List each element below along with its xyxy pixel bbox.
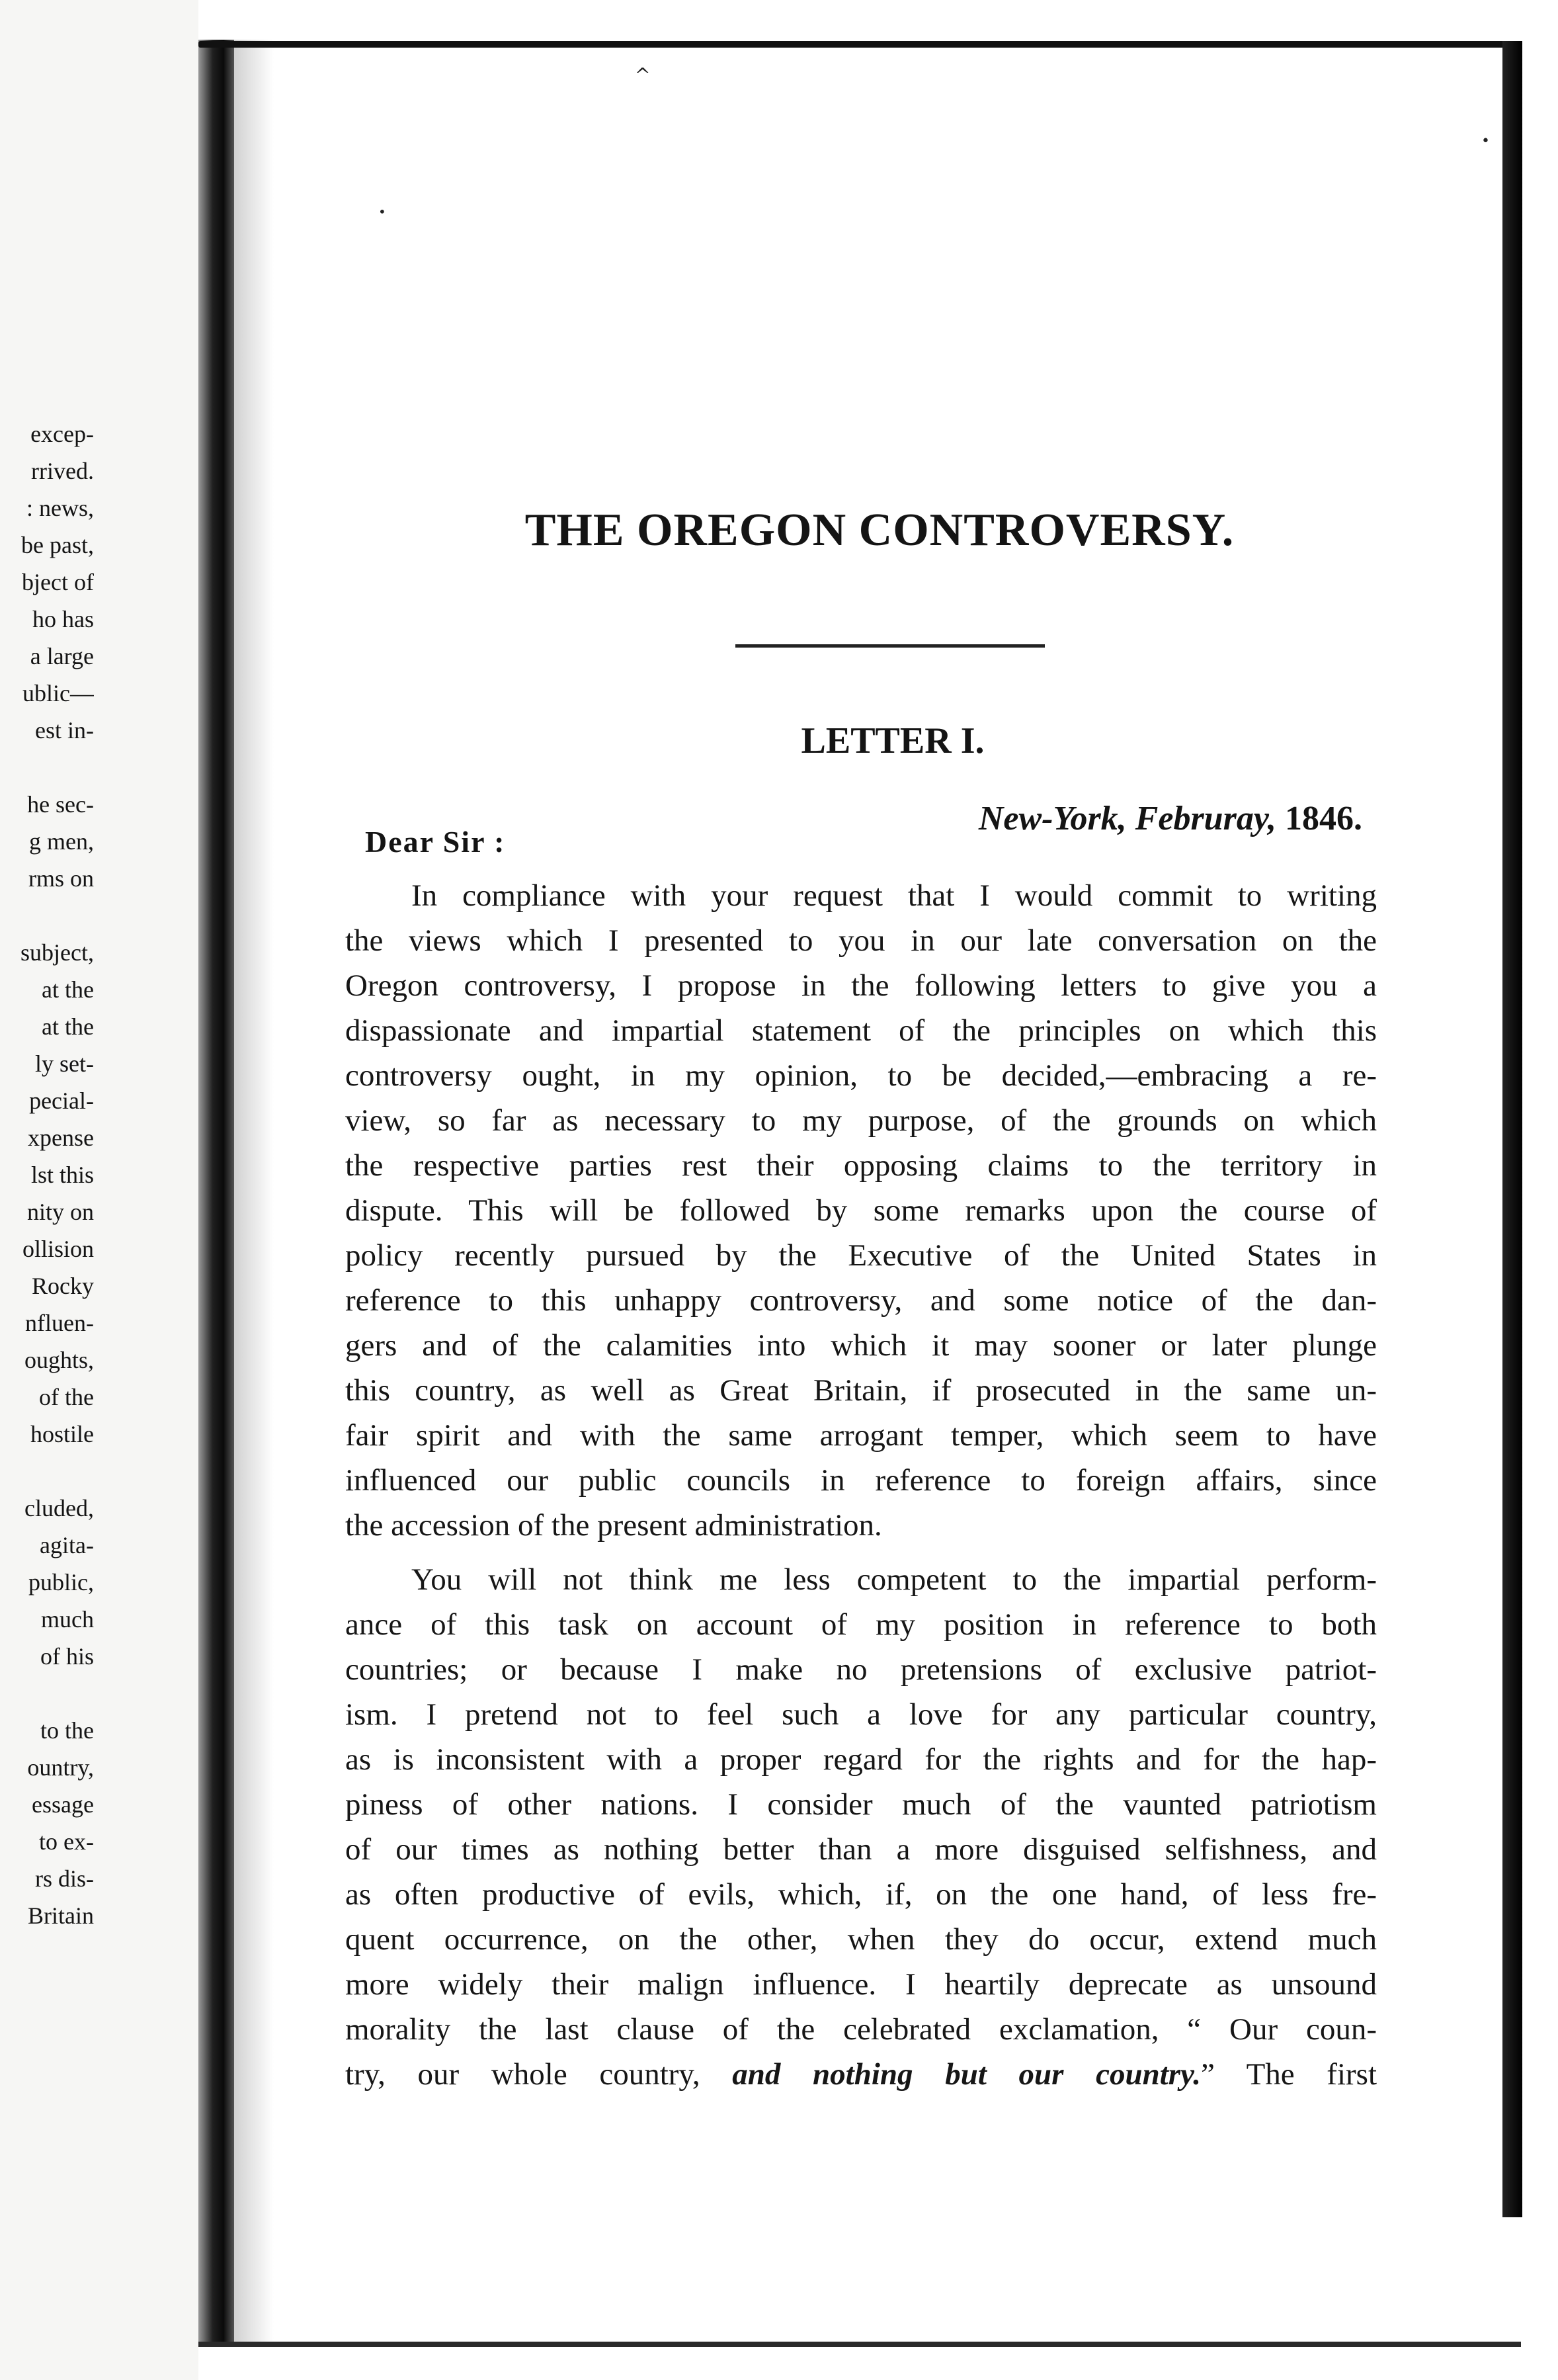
body-line: influenced our public councils in reference to foreign affairs, since: [345, 1463, 1377, 1498]
facing-page-fragment: Britain: [28, 1902, 94, 1929]
body-line: ance of this task on account of my position in reference to both: [345, 1607, 1377, 1642]
facing-page-fragment: of the: [39, 1384, 94, 1410]
facing-page-fragment: rrived.: [31, 458, 94, 484]
facing-page-fragment: essage: [32, 1791, 94, 1818]
facing-page-fragment: ho has: [32, 606, 94, 632]
facing-page-fragment: ountry,: [27, 1754, 94, 1781]
facing-page-fragment: a large: [30, 643, 94, 669]
final-line-start: try, our whole country,: [345, 2057, 700, 2092]
facing-page-fragment: public,: [28, 1569, 94, 1595]
scan-margin: [1522, 0, 1558, 2380]
facing-page-fragment: ly set-: [35, 1050, 94, 1077]
facing-page-fragment: xpense: [28, 1125, 94, 1151]
facing-page-fragment: rs dis-: [35, 1865, 94, 1892]
facing-page-fragment: est in-: [35, 717, 94, 744]
body-line: controversy ought, in my opinion, to be decided,—embracing a re-: [345, 1058, 1377, 1093]
body-line: the accession of the present administration.: [345, 1508, 882, 1543]
document-title: THE OREGON CONTROVERSY.: [524, 505, 1235, 556]
body-line: more widely their malign influence. I heartily deprecate as unsound: [345, 1967, 1377, 2002]
facing-page-gap: [0, 1675, 94, 1712]
facing-page-fragment: at the: [42, 976, 94, 1003]
facing-page-fragment: : news,: [26, 495, 94, 521]
title-underline: [735, 644, 1045, 648]
facing-page-gap: [0, 897, 94, 934]
book-gutter: [198, 40, 234, 2342]
body-line: dispute. This will be followed by some remarks upon the course of: [345, 1193, 1377, 1228]
body-line-final: [345, 2052, 1377, 2097]
dateline: [860, 799, 1362, 838]
page-bottom-edge: [198, 2342, 1521, 2347]
body-line: You will not think me less competent to the impartial perform-: [411, 1562, 1377, 1597]
body-line: piness of other nations. I consider much of the vaunted patriotism: [345, 1787, 1377, 1822]
dateline-place: New-York, Februray,: [978, 800, 1276, 837]
final-line-italic-quote: and nothing but our country.: [732, 2057, 1201, 2092]
body-line: the respective parties rest their opposing claims to the territory in: [345, 1148, 1377, 1183]
facing-page-gap: [0, 1453, 94, 1490]
facing-page-fragment: lst this: [30, 1162, 94, 1188]
facing-page-fragment: nfluen-: [25, 1310, 94, 1336]
final-line-end: ” The first: [1200, 2057, 1377, 2092]
body-line: countries; or because I make no pretensions of exclusive patriot-: [345, 1652, 1377, 1687]
facing-page-gap: [0, 749, 94, 786]
body-line: policy recently pursued by the Executive of the United States in: [345, 1238, 1377, 1273]
facing-page-fragment: much: [41, 1606, 94, 1633]
facing-page-fragment: ublic—: [22, 680, 94, 706]
facing-page-text-fragments: [0, 415, 94, 1934]
body-line: dispassionate and impartial statement of the principles on which this: [345, 1013, 1377, 1048]
letter-heading: LETTER I.: [801, 720, 985, 761]
body-line: reference to this unhappy controversy, and some notice of the dan-: [345, 1283, 1377, 1318]
caret-mark: ^: [635, 64, 651, 86]
body-line: fair spirit and with the same arrogant temper, which seem to have: [345, 1418, 1377, 1453]
facing-page-fragment: ollision: [22, 1236, 94, 1262]
body-line: view, so far as necessary to my purpose, of the grounds on which: [345, 1103, 1377, 1138]
ink-dot: •: [1481, 133, 1490, 149]
facing-page-fragment: rms on: [28, 865, 94, 892]
salutation: Dear Sir :: [365, 825, 506, 859]
body-line: as is inconsistent with a proper regard for the rights and for the hap-: [345, 1742, 1377, 1777]
facing-page-fragment: at the: [42, 1013, 94, 1040]
facing-page-fragment: hostile: [30, 1421, 94, 1447]
facing-page-fragment: nity on: [26, 1199, 94, 1225]
dateline-year: 1846.: [1285, 800, 1362, 837]
facing-page-fragment: Rocky: [32, 1273, 94, 1299]
letter-body: [345, 873, 1377, 2097]
gutter-shadow: [234, 40, 274, 2342]
facing-page-fragment: he sec-: [27, 791, 94, 818]
body-line: morality the last clause of the celebrated exclamation, “ Our coun-: [345, 2012, 1377, 2047]
body-line: the views which I presented to you in our late conversation on the: [345, 923, 1377, 958]
body-line: this country, as well as Great Britain, if prosecuted in the same un-: [345, 1373, 1377, 1408]
facing-page-fragment: g men,: [29, 828, 94, 855]
page-top-edge: [198, 41, 1508, 48]
facing-page-fragment: to the: [40, 1717, 94, 1744]
facing-page: [0, 0, 198, 2380]
body-line: quent occurrence, on the other, when they do occur, extend much: [345, 1922, 1377, 1957]
body-line: as often productive of evils, which, if, on the one hand, of less fre-: [345, 1877, 1377, 1912]
facing-page-fragment: be past,: [21, 532, 94, 558]
facing-page-fragment: oughts,: [24, 1347, 94, 1373]
ink-dot: •: [378, 204, 386, 220]
facing-page-fragment: pecial-: [29, 1087, 94, 1114]
facing-page-fragment: subject,: [20, 939, 94, 966]
body-line: of our times as nothing better than a more disguised selfishness, and: [345, 1832, 1377, 1867]
facing-page-fragment: bject of: [22, 569, 94, 595]
facing-page-fragment: of his: [40, 1643, 94, 1670]
facing-page-fragment: to ex-: [39, 1828, 94, 1855]
paragraph-gap: [345, 1548, 1377, 1557]
body-line: gers and of the calamities into which it may sooner or later plunge: [345, 1328, 1377, 1363]
facing-page-fragment: cluded,: [24, 1495, 94, 1521]
body-line: In compliance with your request that I would commit to writing: [411, 878, 1377, 913]
facing-page-fragment: excep-: [30, 421, 94, 447]
body-line: Oregon controversy, I propose in the following letters to give you a: [345, 968, 1377, 1003]
body-line: ism. I pretend not to feel such a love for any particular country,: [345, 1697, 1377, 1732]
facing-page-fragment: agita-: [40, 1532, 94, 1558]
page-right-edge: [1502, 41, 1522, 2217]
